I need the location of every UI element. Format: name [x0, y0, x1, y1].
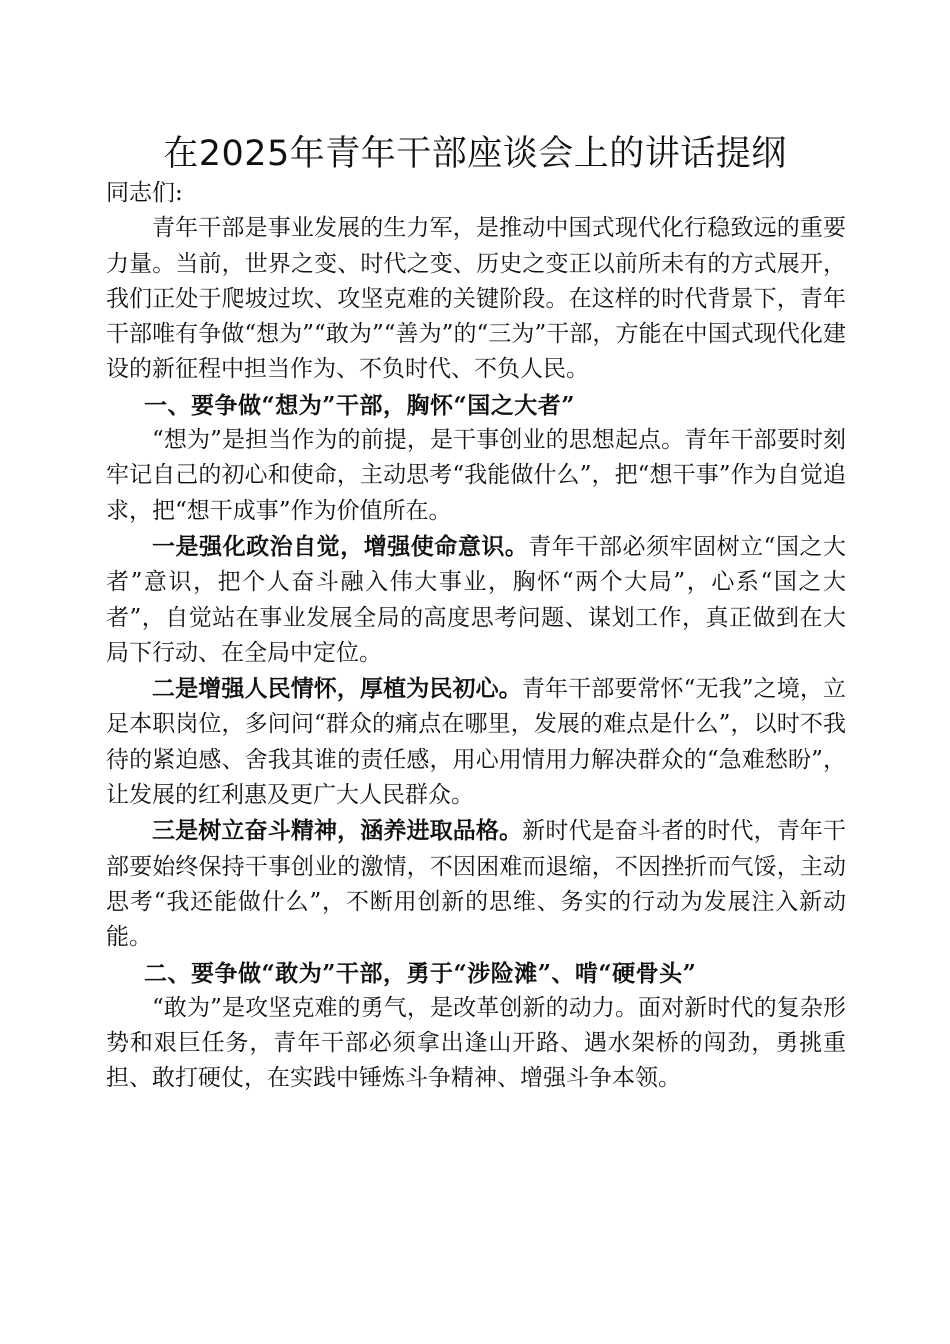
- salutation: 同志们:: [106, 180, 183, 206]
- document-title: 在2025年青年干部座谈会上的讲话提纲: [163, 134, 787, 174]
- point-3-lead: 三是树立奋斗精神，涵养进取品格。: [152, 817, 523, 845]
- section-2-intro: “敢为”是攻坚克难的勇气，是改革创新的动力。面对新时代的复杂形势和艰巨任务，青年干部必须拿出逢山开路、遇水架桥的闯劲，勇挑重担、敢打硬仗，在实践中锤炼斗争精神、增强斗争本领。: [106, 994, 846, 1092]
- section-2-heading: 二、要争做“敢为”干部，勇于“涉险滩”、啃“硬骨头”: [144, 959, 697, 987]
- section-1-point-1: [106, 529, 846, 671]
- point-2-text: 青年干部要常怀“无我”之境，立足本职岗位，多问问“群众的痛点在哪里，发展的难点是什么”，以时不我待的紧迫感、舍我其谁的责任感，用心用情用力解决群众的“急难愁盼”，让发展的红利惠及更广大人民群众。: [106, 676, 846, 809]
- document-body: [106, 176, 846, 1097]
- intro-paragraph: 青年干部是事业发展的生力军，是推动中国式现代化行稳致远的重要力量。当前，世界之变、时代之变、历史之变正以前所未有的方式展开，我们正处于爬坡过坎、攻坚克难的关键阶段。在这样的时代背景下，青年干部唯有争做“想为”“敢为”“善为”的“三为”干部，方能在中国式现代化建设的新征程中担当作为、不负时代、不负人民。: [106, 215, 846, 383]
- point-1-lead: 一是强化政治自觉，增强使命意识。: [152, 532, 529, 560]
- point-3-text: 新时代是奋斗者的时代，青年干部要始终保持干事创业的激情，不因困难而退缩，不因挫折而气馁，主动思考“我还能做什么”，不断用创新的思维、务实的行动为发展注入新动能。: [106, 818, 847, 951]
- point-2-lead: 二是增强人民情怀，厚植为民初心。: [152, 675, 522, 703]
- point-1-text: 青年干部必须牢固树立“国之大者”意识，把个人奋斗融入伟大事业，胸怀“两个大局”，心系“国之大者”，自觉站在事业发展全局的高度思考问题、谋划工作，真正做到在大局下行动、在全局中定位。: [106, 533, 846, 666]
- section-1-intro: “想为”是担当作为的前提，是干事创业的思想起点。青年干部要时刻牢记自己的初心和使命，主动思考“我能做什么”，把“想干事”作为自觉追求，把“想干成事”作为价值所在。: [106, 427, 846, 524]
- section-1-heading: 一、要争做“想为”干部，胸怀“国之大者”: [144, 391, 575, 419]
- section-1-point-3: [106, 813, 846, 955]
- section-1-point-2: [106, 671, 846, 813]
